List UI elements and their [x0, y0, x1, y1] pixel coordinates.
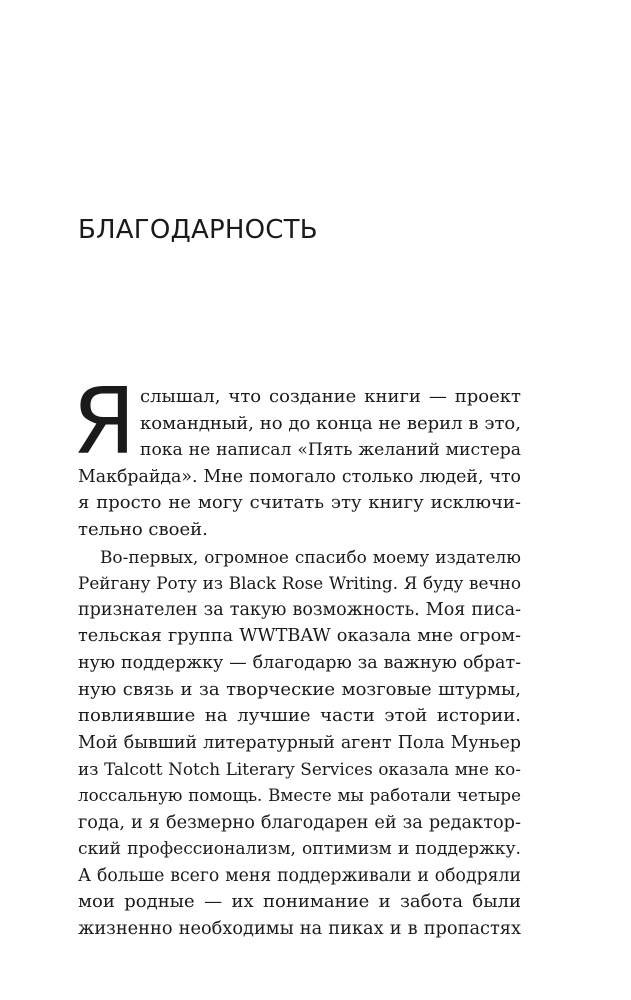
text-line: мои родные — их понимание и забота были: [78, 891, 521, 913]
text-line: жизненно необходимы на пиках и в пропастях: [78, 918, 521, 939]
text-line: пока не написал «Пять желаний мистера: [140, 440, 521, 461]
text-line: лоссальную помощь. Вместе мы работали четыре: [78, 785, 521, 805]
text-line: повлиявшие на лучшие части этой истории.: [78, 705, 521, 727]
text-line: командный, но до конца не верил в это,: [140, 412, 521, 434]
text-line: ную поддержку — благодарю за важную обрат-: [78, 652, 521, 673]
text-line: слышал, что создание книги — проект: [140, 386, 521, 407]
chapter-title: БЛАГОДАРНОСТЬ: [78, 215, 318, 245]
text-line: признателен за такую возможность. Моя писа-: [78, 599, 521, 620]
text-line: А больше всего меня поддерживали и ободряли: [78, 865, 521, 886]
text-line: Во-первых, огромное спасибо моему издателю: [100, 546, 521, 567]
text-line: я просто не могу считать эту книгу исключи-: [78, 492, 521, 514]
text-line: тельно своей.: [78, 518, 208, 540]
text-line: из Talcott Notch Literary Services оказала мне ко-: [78, 759, 521, 780]
text-line: года, и я безмерно благодарен ей за редактор-: [78, 812, 521, 833]
body-text: [72, 368, 521, 942]
drop-cap: Я: [72, 368, 136, 475]
text-line: ную связь и за творческие мозговые штурмы,: [78, 678, 521, 700]
text-line: тельская группа WWTBAW оказала мне огром-: [78, 626, 521, 647]
text-line: Рейгану Роту из Black Rose Writing. Я буду вечно: [78, 573, 521, 594]
text-line: Мой бывший литературный агент Пола Муньер: [78, 732, 521, 753]
text-line: ский профессионализм, оптимизм и поддержку.: [78, 839, 521, 860]
text-line: Макбрайда». Мне помогало столько людей, что: [78, 466, 521, 487]
